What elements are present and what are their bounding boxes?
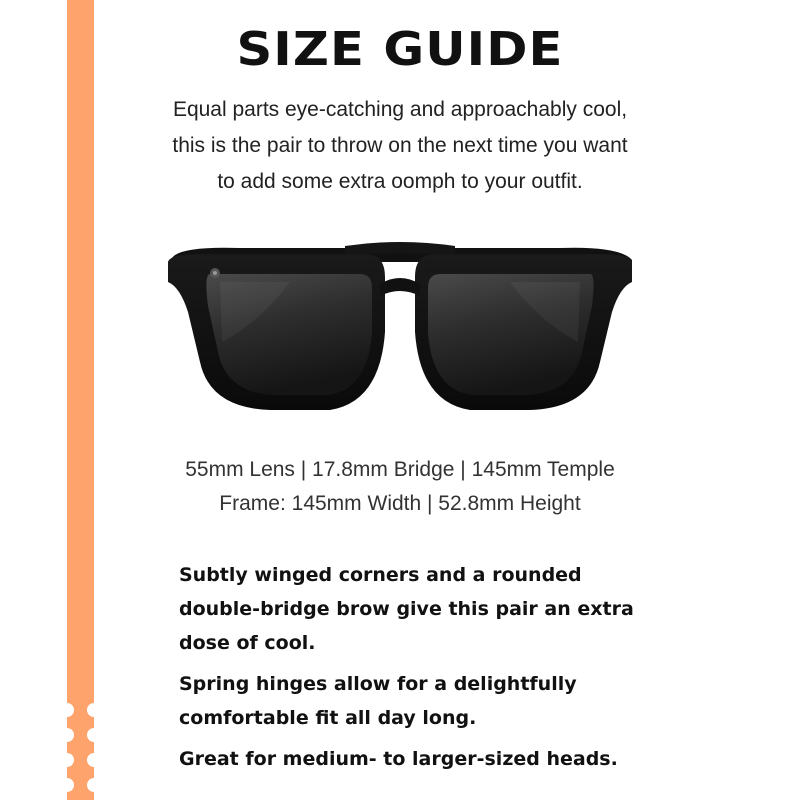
feature-line: double-bridge brow give this pair an extra bbox=[179, 598, 634, 620]
frame-measurements bbox=[100, 453, 700, 521]
intro-line: this is the pair to throw on the next time you want bbox=[172, 134, 628, 157]
intro-text bbox=[100, 92, 700, 200]
feature-line: Subtly winged corners and a rounded bbox=[179, 564, 582, 586]
sunglasses-image bbox=[160, 232, 640, 422]
feature-line: Great for medium- to larger-sized heads. bbox=[179, 748, 618, 770]
feature-line: Spring hinges allow for a delightfully bbox=[179, 673, 577, 695]
intro-line: Equal parts eye-catching and approachably cool, bbox=[172, 98, 628, 121]
feature-line: comfortable fit all day long. bbox=[179, 707, 477, 729]
feature-item bbox=[179, 558, 699, 660]
feature-line: dose of cool. bbox=[179, 632, 316, 654]
measurements-lens-bridge-temple: 55mm Lens | 17.8mm Bridge | 145mm Temple bbox=[185, 458, 615, 481]
feature-list bbox=[179, 558, 699, 783]
orange-side-stripe bbox=[67, 0, 94, 800]
feature-item bbox=[179, 667, 699, 735]
measurements-frame: Frame: 145mm Width | 52.8mm Height bbox=[219, 492, 581, 515]
intro-line: to add some extra oomph to your outfit. bbox=[217, 170, 583, 193]
page-title: SIZE GUIDE bbox=[236, 22, 564, 76]
feature-item bbox=[179, 742, 699, 776]
